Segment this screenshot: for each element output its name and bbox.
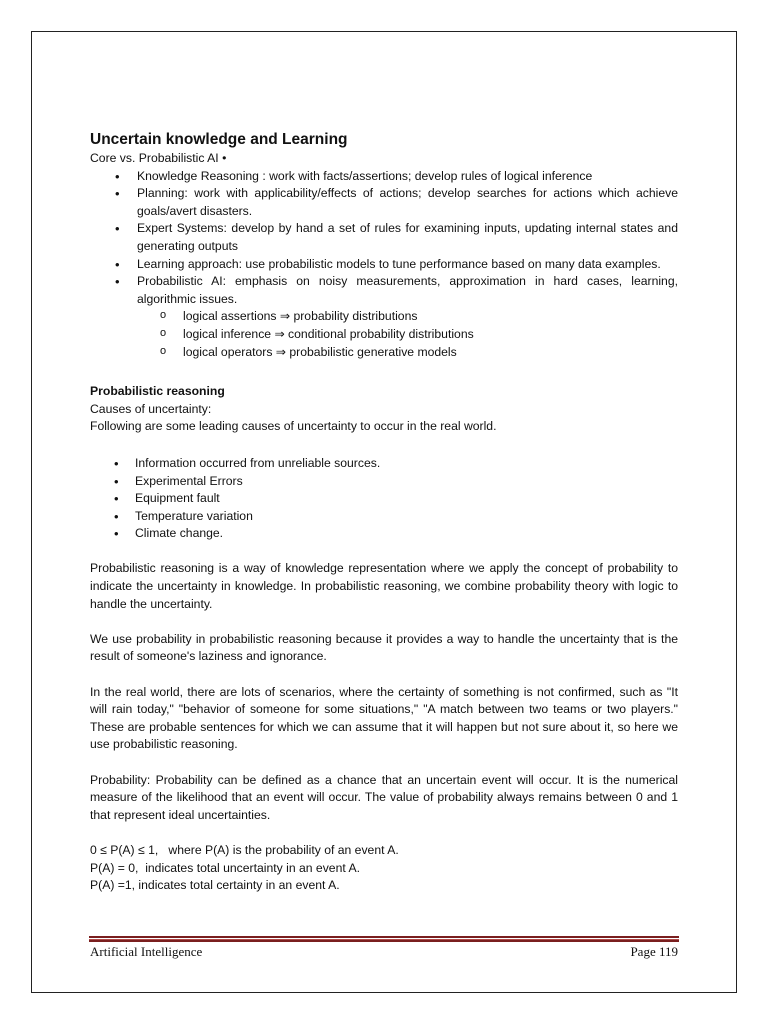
list-item: • Expert Systems: develop by hand a set of rules for examining inputs, updating internal states and generating outputs (90, 220, 678, 255)
sub-bullet-list (90, 308, 678, 361)
footer-title: Artificial Intelligence (90, 944, 203, 959)
causes-intro: Following are some leading causes of uncertainty to occur in the real world. (90, 419, 497, 434)
paragraph-probability: Probability: Probability can be defined as a chance that an uncertain event will occur. It is the numerical measure of the likelihood that an event will occur. The value of probability always remains between 0 and 1 that represent ideal uncertainties. (90, 772, 678, 822)
list-item: • Probabilistic AI: emphasis on noisy measurements, approximation in hard cases, learning, algorithmic issues. (90, 273, 678, 308)
list-item: o logical inference ⇒ conditional probability distributions (90, 326, 678, 344)
paragraph-definition: Probabilistic reasoning is a way of knowledge representation where we apply the concept of probability to indicate the uncertainty in knowledge. In probabilistic reasoning, we combine probability theory with logic to handle the uncertainty. (90, 561, 678, 611)
intro-line: Core vs. Probabilistic AI • (90, 151, 227, 165)
formula-line: P(A) =1, indicates total certainty in an event A. (90, 878, 340, 893)
list-item: • Equipment fault (90, 490, 678, 508)
causes-label: Causes of uncertainty: (90, 401, 212, 416)
list-item: • Planning: work with applicability/effects of actions; develop searches for actions which achieve goals/avert disasters. (90, 185, 678, 220)
list-item: • Information occurred from unreliable sources. (90, 455, 678, 473)
ai-bullet-list (90, 168, 678, 309)
page-content (90, 130, 678, 895)
list-item: • Temperature variation (90, 508, 678, 526)
page-heading: Uncertain knowledge and Learning (90, 131, 348, 148)
paragraph-examples: In the real world, there are lots of scenarios, where the certainty of something is not confirmed, such as "It will rain today," "behavior of someone for some situations," "A match between two teams or two players." These are probable sentences for which we can assume that it will happen but not sure about it, so here we use probabilistic reasoning. (90, 684, 678, 752)
list-item: • Experimental Errors (90, 473, 678, 491)
page-number: Page 119 (630, 944, 678, 959)
formula-line: 0 ≤ P(A) ≤ 1, where P(A) is the probability of an event A. (90, 842, 399, 857)
list-item: o logical assertions ⇒ probability distributions (90, 308, 678, 326)
section-title: Probabilistic reasoning (90, 384, 225, 399)
list-item: • Knowledge Reasoning : work with facts/assertions; develop rules of logical inference (90, 168, 678, 186)
list-item: • Climate change. (90, 525, 678, 543)
page-footer (90, 944, 678, 962)
causes-list (90, 455, 678, 543)
footer-rule (89, 936, 679, 942)
list-item: o logical operators ⇒ probabilistic generative models (90, 344, 678, 362)
formula-line: P(A) = 0, indicates total uncertainty in an event A. (90, 860, 360, 875)
paragraph-why: We use probability in probabilistic reasoning because it provides a way to handle the uncertainty that is the result of someone's laziness and ignorance. (90, 631, 678, 664)
list-item: • Learning approach: use probabilistic models to tune performance based on many data examples. (90, 256, 678, 274)
